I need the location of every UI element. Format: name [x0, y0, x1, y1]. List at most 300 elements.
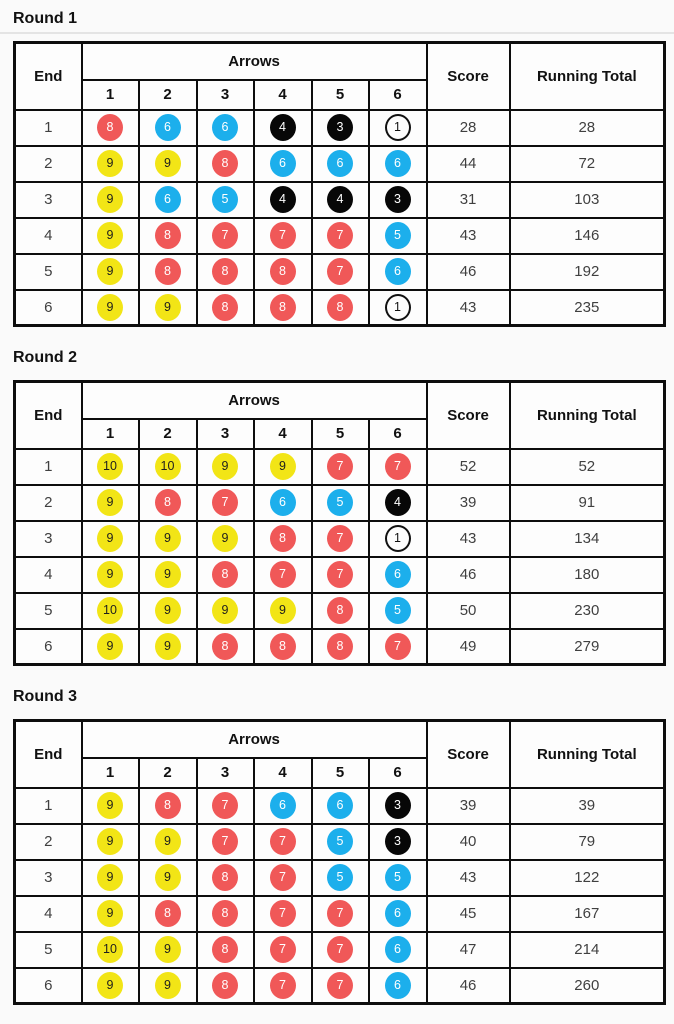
end-score: 50: [427, 593, 510, 629]
arrow-score-chip-red: 7: [270, 900, 296, 927]
arrow-1-header: 1: [82, 419, 139, 449]
arrow-score-chip-red: 7: [327, 936, 353, 963]
arrow-score-chip-red: 8: [212, 561, 238, 588]
arrow-score-chip-gold: 9: [97, 561, 123, 588]
running-total: 235: [510, 290, 665, 326]
end-score: 43: [427, 218, 510, 254]
arrow-score-chip-gold: 10: [97, 453, 123, 480]
arrow-cell: [369, 485, 427, 521]
arrow-score-chip-blue: 6: [155, 114, 181, 141]
arrow-score-chip-gold: 9: [155, 150, 181, 177]
arrow-cell: [197, 932, 254, 968]
arrow-cell: [254, 182, 312, 218]
arrow-cell: [254, 788, 312, 824]
arrow-2-header: 2: [139, 419, 197, 449]
end-score: 28: [427, 110, 510, 146]
score-column-header: Score: [427, 43, 510, 110]
arrow-cell: [139, 968, 197, 1004]
arrow-cell: [82, 182, 139, 218]
arrow-score-chip-red: 8: [97, 114, 123, 141]
arrow-cell: [312, 521, 369, 557]
arrow-score-chip-gold: 9: [97, 489, 123, 516]
arrow-score-chip-gold: 9: [97, 864, 123, 891]
end-score: 39: [427, 788, 510, 824]
running-total: 91: [510, 485, 665, 521]
round-1-section: [13, 9, 663, 327]
arrow-cell: [139, 110, 197, 146]
arrow-cell: [254, 896, 312, 932]
arrow-cell: [82, 932, 139, 968]
arrow-cell: [82, 110, 139, 146]
arrow-score-chip-blue: 6: [385, 150, 411, 177]
running-total: 39: [510, 788, 665, 824]
end-row: [15, 290, 665, 326]
arrow-score-chip-red: 7: [212, 222, 238, 249]
end-row: [15, 110, 665, 146]
arrow-score-chip-red: 8: [327, 294, 353, 321]
arrow-score-chip-red: 7: [270, 561, 296, 588]
arrow-6-header: 6: [369, 758, 427, 788]
arrow-score-chip-gold: 9: [155, 936, 181, 963]
arrow-cell: [254, 485, 312, 521]
arrow-score-chip-gold: 10: [155, 453, 181, 480]
end-number: 2: [15, 485, 82, 521]
end-number: 3: [15, 182, 82, 218]
arrow-score-chip-gold: 9: [97, 828, 123, 855]
arrow-score-chip-red: 7: [327, 258, 353, 285]
running-total: 192: [510, 254, 665, 290]
arrow-score-chip-gold: 9: [155, 864, 181, 891]
arrow-cell: [369, 449, 427, 485]
end-number: 4: [15, 218, 82, 254]
arrow-cell: [369, 218, 427, 254]
running-total: 146: [510, 218, 665, 254]
arrow-cell: [139, 146, 197, 182]
arrow-cell: [312, 290, 369, 326]
arrow-5-header: 5: [312, 758, 369, 788]
arrow-cell: [197, 788, 254, 824]
end-row: [15, 182, 665, 218]
arrow-cell: [369, 593, 427, 629]
arrow-4-header: 4: [254, 758, 312, 788]
arrow-cell: [82, 485, 139, 521]
arrow-score-chip-black: 4: [327, 186, 353, 213]
score-column-header: Score: [427, 721, 510, 788]
arrow-cell: [139, 557, 197, 593]
end-row: [15, 860, 665, 896]
arrow-score-chip-white: 1: [385, 525, 411, 552]
arrow-score-chip-gold: 9: [97, 294, 123, 321]
arrow-cell: [139, 593, 197, 629]
arrow-score-chip-black: 3: [385, 792, 411, 819]
running-total: 260: [510, 968, 665, 1004]
arrow-cell: [82, 593, 139, 629]
arrow-score-chip-red: 8: [270, 633, 296, 660]
arrow-cell: [369, 860, 427, 896]
arrow-cell: [369, 932, 427, 968]
arrow-score-chip-red: 7: [385, 453, 411, 480]
end-number: 5: [15, 932, 82, 968]
arrow-cell: [254, 218, 312, 254]
round-title: Round 2: [13, 349, 77, 366]
end-number: 2: [15, 824, 82, 860]
arrow-cell: [82, 290, 139, 326]
arrow-score-chip-gold: 9: [155, 525, 181, 552]
end-score: 39: [427, 485, 510, 521]
arrow-score-chip-blue: 6: [385, 972, 411, 999]
arrow-score-chip-red: 8: [212, 150, 238, 177]
end-score: 46: [427, 254, 510, 290]
arrow-score-chip-blue: 6: [327, 150, 353, 177]
arrow-cell: [82, 146, 139, 182]
arrow-score-chip-blue: 6: [270, 150, 296, 177]
arrow-cell: [369, 896, 427, 932]
arrow-3-header: 3: [197, 758, 254, 788]
arrow-cell: [369, 521, 427, 557]
arrow-cell: [254, 254, 312, 290]
end-row: [15, 521, 665, 557]
end-number: 2: [15, 146, 82, 182]
arrow-score-chip-black: 3: [385, 186, 411, 213]
arrows-group-header: Arrows: [82, 721, 427, 758]
arrow-cell: [369, 254, 427, 290]
arrow-score-chip-red: 8: [212, 900, 238, 927]
arrow-cell: [139, 218, 197, 254]
arrow-2-header: 2: [139, 758, 197, 788]
end-column-header: End: [15, 721, 82, 788]
arrow-score-chip-blue: 5: [327, 864, 353, 891]
arrow-score-chip-red: 7: [327, 900, 353, 927]
arrow-cell: [197, 290, 254, 326]
arrow-score-chip-red: 8: [212, 258, 238, 285]
arrow-cell: [369, 146, 427, 182]
arrow-score-chip-gold: 10: [97, 936, 123, 963]
arrow-score-chip-black: 4: [270, 186, 296, 213]
round-2-section: [13, 348, 663, 666]
arrow-score-chip-gold: 9: [155, 633, 181, 660]
arrow-6-header: 6: [369, 419, 427, 449]
arrow-cell: [312, 932, 369, 968]
end-score: 49: [427, 629, 510, 665]
round-2-score-table: [13, 380, 666, 666]
end-score: 44: [427, 146, 510, 182]
arrow-score-chip-gold: 9: [212, 453, 238, 480]
arrow-cell: [197, 449, 254, 485]
arrow-score-chip-white: 1: [385, 294, 411, 321]
arrow-score-chip-red: 7: [270, 864, 296, 891]
arrow-score-chip-gold: 9: [155, 597, 181, 624]
end-number: 1: [15, 110, 82, 146]
end-score: 52: [427, 449, 510, 485]
end-row: [15, 629, 665, 665]
arrow-cell: [312, 557, 369, 593]
arrow-score-chip-blue: 5: [327, 828, 353, 855]
running-total: 230: [510, 593, 665, 629]
arrow-cell: [139, 896, 197, 932]
arrow-cell: [254, 932, 312, 968]
end-row: [15, 254, 665, 290]
arrow-cell: [254, 629, 312, 665]
arrow-cell: [82, 629, 139, 665]
arrows-group-header: Arrows: [82, 382, 427, 419]
end-score: 40: [427, 824, 510, 860]
arrow-3-header: 3: [197, 419, 254, 449]
arrow-cell: [197, 896, 254, 932]
arrow-score-chip-blue: 6: [385, 258, 411, 285]
arrow-cell: [254, 449, 312, 485]
arrow-cell: [312, 593, 369, 629]
round-title: Round 1: [13, 10, 77, 27]
arrow-score-chip-gold: 9: [155, 294, 181, 321]
running-total: 279: [510, 629, 665, 665]
arrow-score-chip-gold: 9: [97, 258, 123, 285]
arrow-cell: [254, 290, 312, 326]
arrow-score-chip-red: 7: [270, 936, 296, 963]
arrow-score-chip-red: 7: [212, 792, 238, 819]
arrow-5-header: 5: [312, 80, 369, 110]
arrow-score-chip-red: 8: [327, 597, 353, 624]
arrow-cell: [139, 449, 197, 485]
arrow-cell: [254, 968, 312, 1004]
end-number: 6: [15, 629, 82, 665]
arrow-score-chip-red: 8: [155, 489, 181, 516]
arrow-1-header: 1: [82, 758, 139, 788]
arrow-cell: [312, 218, 369, 254]
arrow-score-chip-gold: 10: [97, 597, 123, 624]
arrow-cell: [312, 485, 369, 521]
end-column-header: End: [15, 382, 82, 449]
arrow-cell: [197, 110, 254, 146]
arrow-score-chip-blue: 5: [212, 186, 238, 213]
end-row: [15, 788, 665, 824]
end-number: 1: [15, 788, 82, 824]
arrow-cell: [312, 968, 369, 1004]
arrow-cell: [197, 824, 254, 860]
arrow-cell: [197, 593, 254, 629]
end-number: 3: [15, 521, 82, 557]
arrow-score-chip-gold: 9: [97, 900, 123, 927]
arrow-cell: [82, 968, 139, 1004]
round-3-score-table: [13, 719, 666, 1005]
arrow-cell: [197, 968, 254, 1004]
arrow-score-chip-black: 3: [327, 114, 353, 141]
arrow-score-chip-blue: 5: [385, 864, 411, 891]
arrow-cell: [254, 860, 312, 896]
arrow-score-chip-blue: 6: [385, 561, 411, 588]
arrow-cell: [254, 110, 312, 146]
arrow-score-chip-red: 7: [212, 828, 238, 855]
arrow-1-header: 1: [82, 80, 139, 110]
running-total: 167: [510, 896, 665, 932]
end-number: 6: [15, 290, 82, 326]
arrow-score-chip-red: 8: [212, 633, 238, 660]
arrow-cell: [254, 146, 312, 182]
arrow-score-chip-gold: 9: [212, 597, 238, 624]
arrow-score-chip-blue: 6: [155, 186, 181, 213]
arrow-score-chip-gold: 9: [97, 972, 123, 999]
arrow-score-chip-red: 8: [155, 900, 181, 927]
arrow-score-chip-red: 7: [385, 633, 411, 660]
end-number: 5: [15, 593, 82, 629]
end-row: [15, 896, 665, 932]
arrow-4-header: 4: [254, 419, 312, 449]
arrow-cell: [82, 824, 139, 860]
arrow-score-chip-gold: 9: [97, 222, 123, 249]
arrow-4-header: 4: [254, 80, 312, 110]
end-number: 3: [15, 860, 82, 896]
end-number: 4: [15, 557, 82, 593]
arrow-cell: [139, 860, 197, 896]
running-total: 52: [510, 449, 665, 485]
arrow-cell: [197, 557, 254, 593]
arrow-6-header: 6: [369, 80, 427, 110]
end-row: [15, 824, 665, 860]
end-row: [15, 932, 665, 968]
arrow-score-chip-gold: 9: [97, 525, 123, 552]
arrow-cell: [82, 896, 139, 932]
arrow-cell: [369, 557, 427, 593]
arrow-cell: [254, 824, 312, 860]
round-1-score-table: [13, 41, 666, 327]
arrow-score-chip-gold: 9: [97, 792, 123, 819]
arrow-score-chip-red: 8: [212, 864, 238, 891]
arrow-score-chip-blue: 6: [385, 936, 411, 963]
arrow-score-chip-blue: 6: [270, 792, 296, 819]
end-score: 31: [427, 182, 510, 218]
arrow-score-chip-blue: 5: [327, 489, 353, 516]
running-total: 180: [510, 557, 665, 593]
arrow-cell: [369, 629, 427, 665]
arrow-score-chip-red: 8: [155, 222, 181, 249]
end-score: 45: [427, 896, 510, 932]
arrow-cell: [139, 824, 197, 860]
arrow-3-header: 3: [197, 80, 254, 110]
arrow-score-chip-red: 8: [270, 525, 296, 552]
end-score: 43: [427, 521, 510, 557]
arrow-cell: [312, 146, 369, 182]
end-row: [15, 593, 665, 629]
arrow-score-chip-gold: 9: [155, 828, 181, 855]
end-row: [15, 485, 665, 521]
arrow-cell: [369, 290, 427, 326]
running-total: 134: [510, 521, 665, 557]
arrow-cell: [82, 254, 139, 290]
arrow-score-chip-blue: 6: [327, 792, 353, 819]
arrow-score-chip-black: 4: [270, 114, 296, 141]
arrow-cell: [254, 557, 312, 593]
running-total-column-header: Running Total: [510, 721, 665, 788]
arrow-score-chip-gold: 9: [155, 561, 181, 588]
arrow-score-chip-blue: 6: [212, 114, 238, 141]
arrow-score-chip-red: 7: [327, 525, 353, 552]
arrow-cell: [139, 485, 197, 521]
arrow-cell: [82, 860, 139, 896]
arrow-score-chip-red: 7: [327, 972, 353, 999]
arrow-score-chip-red: 7: [270, 828, 296, 855]
arrow-cell: [369, 788, 427, 824]
running-total: 79: [510, 824, 665, 860]
arrow-cell: [312, 182, 369, 218]
arrow-cell: [82, 521, 139, 557]
end-number: 5: [15, 254, 82, 290]
end-score: 46: [427, 557, 510, 593]
arrow-cell: [197, 521, 254, 557]
end-column-header: End: [15, 43, 82, 110]
arrow-score-chip-red: 8: [327, 633, 353, 660]
arrow-cell: [139, 629, 197, 665]
arrow-score-chip-gold: 9: [212, 525, 238, 552]
end-number: 4: [15, 896, 82, 932]
arrow-cell: [312, 896, 369, 932]
arrow-cell: [197, 254, 254, 290]
arrow-score-chip-red: 7: [270, 222, 296, 249]
arrow-score-chip-gold: 9: [270, 453, 296, 480]
arrow-score-chip-blue: 6: [270, 489, 296, 516]
arrow-cell: [197, 146, 254, 182]
arrow-cell: [82, 788, 139, 824]
running-total-column-header: Running Total: [510, 43, 665, 110]
arrow-score-chip-red: 7: [327, 453, 353, 480]
end-score: 43: [427, 860, 510, 896]
arrow-score-chip-blue: 5: [385, 222, 411, 249]
end-row: [15, 218, 665, 254]
arrow-cell: [254, 593, 312, 629]
arrow-score-chip-red: 8: [155, 792, 181, 819]
arrow-cell: [369, 182, 427, 218]
arrow-cell: [312, 860, 369, 896]
arrow-score-chip-gold: 9: [97, 633, 123, 660]
end-row: [15, 146, 665, 182]
arrow-cell: [254, 521, 312, 557]
running-total: 214: [510, 932, 665, 968]
arrow-cell: [197, 860, 254, 896]
arrow-score-chip-red: 8: [155, 258, 181, 285]
arrow-cell: [82, 557, 139, 593]
end-number: 6: [15, 968, 82, 1004]
arrow-cell: [139, 521, 197, 557]
arrows-group-header: Arrows: [82, 43, 427, 80]
arrow-score-chip-red: 8: [270, 258, 296, 285]
arrow-cell: [369, 968, 427, 1004]
running-total: 28: [510, 110, 665, 146]
arrow-cell: [197, 485, 254, 521]
arrow-cell: [312, 254, 369, 290]
arrow-2-header: 2: [139, 80, 197, 110]
arrow-cell: [369, 824, 427, 860]
arrow-cell: [139, 788, 197, 824]
running-total: 103: [510, 182, 665, 218]
arrow-cell: [139, 182, 197, 218]
score-column-header: Score: [427, 382, 510, 449]
end-row: [15, 449, 665, 485]
arrow-cell: [312, 629, 369, 665]
end-score: 47: [427, 932, 510, 968]
arrow-cell: [312, 788, 369, 824]
round-title: Round 3: [13, 688, 77, 705]
arrow-cell: [82, 449, 139, 485]
arrow-score-chip-red: 8: [212, 294, 238, 321]
arrow-cell: [369, 110, 427, 146]
end-row: [15, 557, 665, 593]
running-total-column-header: Running Total: [510, 382, 665, 449]
arrow-cell: [139, 254, 197, 290]
arrow-cell: [82, 218, 139, 254]
arrow-score-chip-blue: 5: [385, 597, 411, 624]
arrow-cell: [312, 110, 369, 146]
arrow-5-header: 5: [312, 419, 369, 449]
end-score: 43: [427, 290, 510, 326]
arrow-score-chip-gold: 9: [155, 972, 181, 999]
